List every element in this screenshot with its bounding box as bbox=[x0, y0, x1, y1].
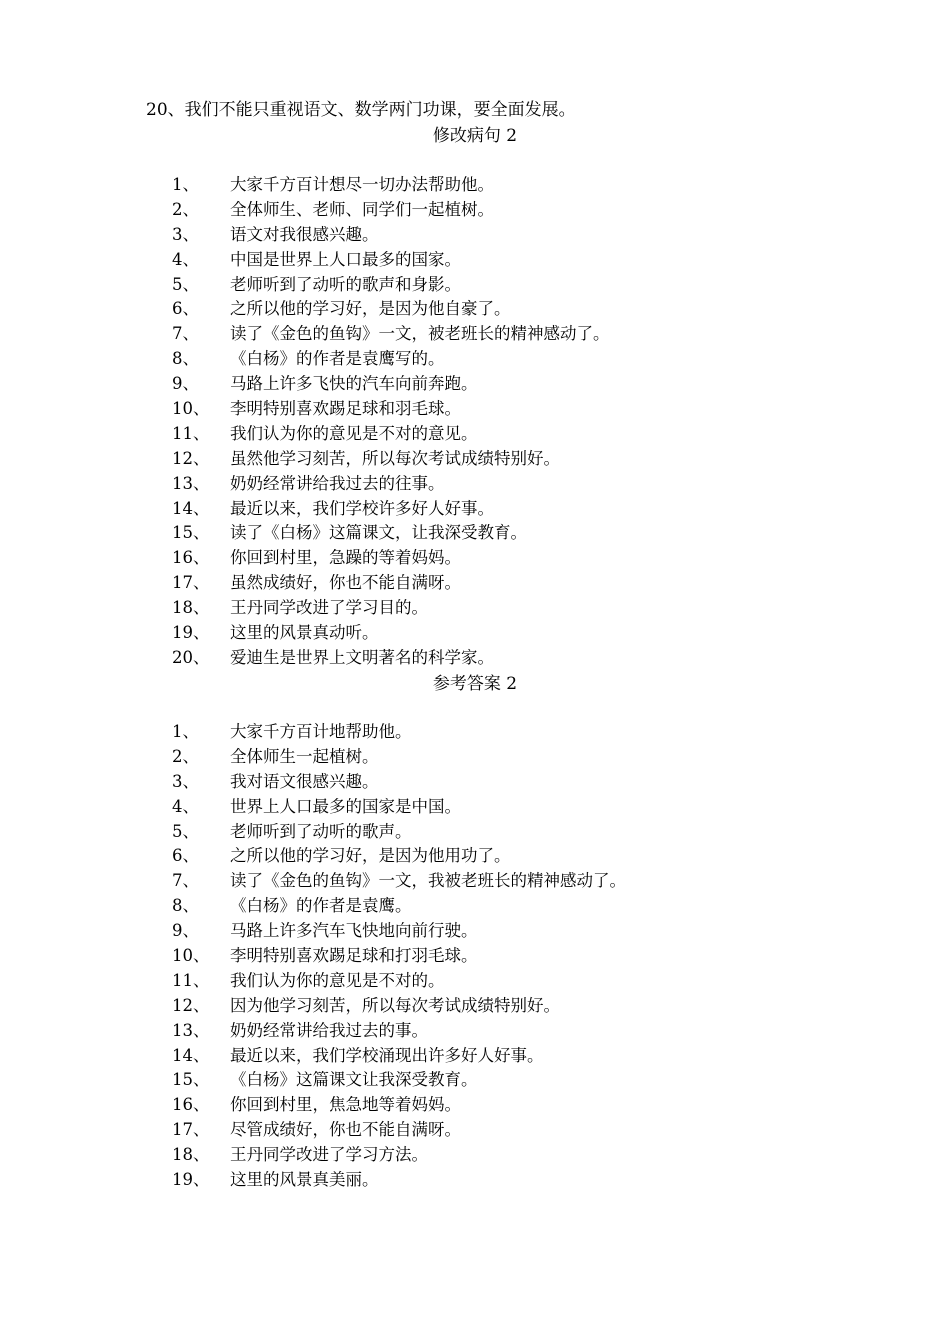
item-number: 4、 bbox=[172, 249, 199, 269]
intro-line: 20、我们不能只重视语文、数学两门功课，要全面发展。 bbox=[146, 100, 576, 120]
item-number: 7、 bbox=[172, 324, 199, 344]
item-text: 爱迪生是世界上文明著名的科学家。 bbox=[230, 647, 494, 667]
item-text: 这里的风景真动听。 bbox=[230, 623, 379, 643]
item-number: 18、 bbox=[172, 1145, 210, 1165]
item-number: 15、 bbox=[172, 1070, 210, 1090]
item-number: 20、 bbox=[172, 647, 210, 667]
item-number: 19、 bbox=[172, 1170, 210, 1190]
item-number: 8、 bbox=[172, 349, 199, 369]
item-number: 9、 bbox=[172, 374, 199, 394]
item-text: 这里的风景真美丽。 bbox=[230, 1170, 379, 1190]
item-number: 14、 bbox=[172, 498, 210, 518]
item-text: 奶奶经常讲给我过去的事。 bbox=[230, 1020, 428, 1040]
item-text: 虽然成绩好，你也不能自满呀。 bbox=[230, 573, 461, 593]
item-text: 李明特别喜欢踢足球和羽毛球。 bbox=[230, 399, 461, 419]
item-number: 14、 bbox=[172, 1045, 210, 1065]
item-number: 4、 bbox=[172, 796, 199, 816]
item-text: 王丹同学改进了学习目的。 bbox=[230, 598, 428, 618]
item-text: 全体师生、老师、同学们一起植树。 bbox=[230, 199, 494, 219]
item-text: 大家千方百计地帮助他。 bbox=[230, 722, 412, 741]
item-number: 12、 bbox=[172, 448, 210, 468]
item-number: 18、 bbox=[172, 598, 210, 618]
item-text: 尽管成绩好，你也不能自满呀。 bbox=[230, 1120, 461, 1140]
item-number: 16、 bbox=[172, 548, 210, 568]
item-number: 11、 bbox=[172, 423, 210, 443]
item-number: 3、 bbox=[172, 771, 199, 791]
item-text: 马路上许多飞快的汽车向前奔跑。 bbox=[230, 374, 478, 394]
item-text: 《白杨》的作者是袁鹰写的。 bbox=[230, 349, 445, 369]
item-text: 我对语文很感兴趣。 bbox=[230, 771, 379, 791]
item-text: 中国是世界上人口最多的国家。 bbox=[230, 249, 461, 269]
item-number: 13、 bbox=[172, 1020, 210, 1040]
item-number: 6、 bbox=[172, 299, 199, 319]
item-number: 10、 bbox=[172, 946, 210, 966]
item-text: 读了《金色的鱼钩》一文，我被老班长的精神感动了。 bbox=[230, 871, 626, 891]
item-number: 5、 bbox=[172, 821, 199, 841]
item-number: 5、 bbox=[172, 274, 199, 294]
item-text: 我们认为你的意见是不对的。 bbox=[230, 970, 445, 990]
item-text: 语文对我很感兴趣。 bbox=[230, 224, 379, 244]
item-number: 13、 bbox=[172, 473, 210, 493]
item-text: 之所以他的学习好，是因为他自豪了。 bbox=[230, 299, 511, 319]
section-title-exercises: 修改病句 2 bbox=[432, 126, 518, 146]
item-text: 我们认为你的意见是不对的意见。 bbox=[230, 423, 478, 443]
item-text: 奶奶经常讲给我过去的往事。 bbox=[230, 473, 445, 493]
item-number: 3、 bbox=[172, 224, 199, 244]
item-number: 8、 bbox=[172, 896, 199, 916]
item-number: 2、 bbox=[172, 746, 199, 766]
item-text: 之所以他的学习好，是因为他用功了。 bbox=[230, 846, 511, 866]
item-text: 《白杨》这篇课文让我深受教育。 bbox=[230, 1070, 478, 1090]
item-number: 15、 bbox=[172, 523, 210, 543]
item-text: 马路上许多汽车飞快地向前行驶。 bbox=[230, 921, 478, 941]
item-number: 17、 bbox=[172, 1120, 210, 1140]
item-text: 世界上人口最多的国家是中国。 bbox=[230, 796, 461, 816]
item-text: 读了《金色的鱼钩》一文，被老班长的精神感动了。 bbox=[230, 324, 610, 344]
item-number: 17、 bbox=[172, 573, 210, 593]
section-title-answers: 参考答案 2 bbox=[432, 674, 518, 694]
item-text: 你回到村里，急躁的等着妈妈。 bbox=[230, 548, 461, 568]
item-text: 王丹同学改进了学习方法。 bbox=[230, 1145, 428, 1165]
item-number: 6、 bbox=[172, 846, 199, 866]
item-text: 读了《白杨》这篇课文，让我深受教育。 bbox=[230, 523, 527, 543]
item-number: 1、 bbox=[172, 722, 199, 741]
item-number: 2、 bbox=[172, 199, 199, 219]
item-text: 因为他学习刻苦，所以每次考试成绩特别好。 bbox=[230, 995, 560, 1015]
item-number: 12、 bbox=[172, 995, 210, 1015]
item-number: 1、 bbox=[172, 175, 199, 194]
item-text: 《白杨》的作者是袁鹰。 bbox=[230, 896, 412, 916]
item-number: 11、 bbox=[172, 970, 210, 990]
item-number: 16、 bbox=[172, 1095, 210, 1115]
item-text: 你回到村里，焦急地等着妈妈。 bbox=[230, 1095, 461, 1115]
item-text: 大家千方百计想尽一切办法帮助他。 bbox=[230, 175, 494, 194]
item-number: 19、 bbox=[172, 623, 210, 643]
item-number: 7、 bbox=[172, 871, 199, 891]
item-text: 最近以来，我们学校许多好人好事。 bbox=[230, 498, 494, 518]
item-number: 10、 bbox=[172, 399, 210, 419]
item-text: 全体师生一起植树。 bbox=[230, 746, 379, 766]
item-text: 李明特别喜欢踢足球和打羽毛球。 bbox=[230, 946, 478, 966]
item-text: 老师听到了动听的歌声。 bbox=[230, 821, 412, 841]
item-number: 9、 bbox=[172, 921, 199, 941]
item-text: 老师听到了动听的歌声和身影。 bbox=[230, 274, 461, 294]
item-text: 最近以来，我们学校涌现出许多好人好事。 bbox=[230, 1045, 544, 1065]
item-text: 虽然他学习刻苦，所以每次考试成绩特别好。 bbox=[230, 448, 560, 468]
